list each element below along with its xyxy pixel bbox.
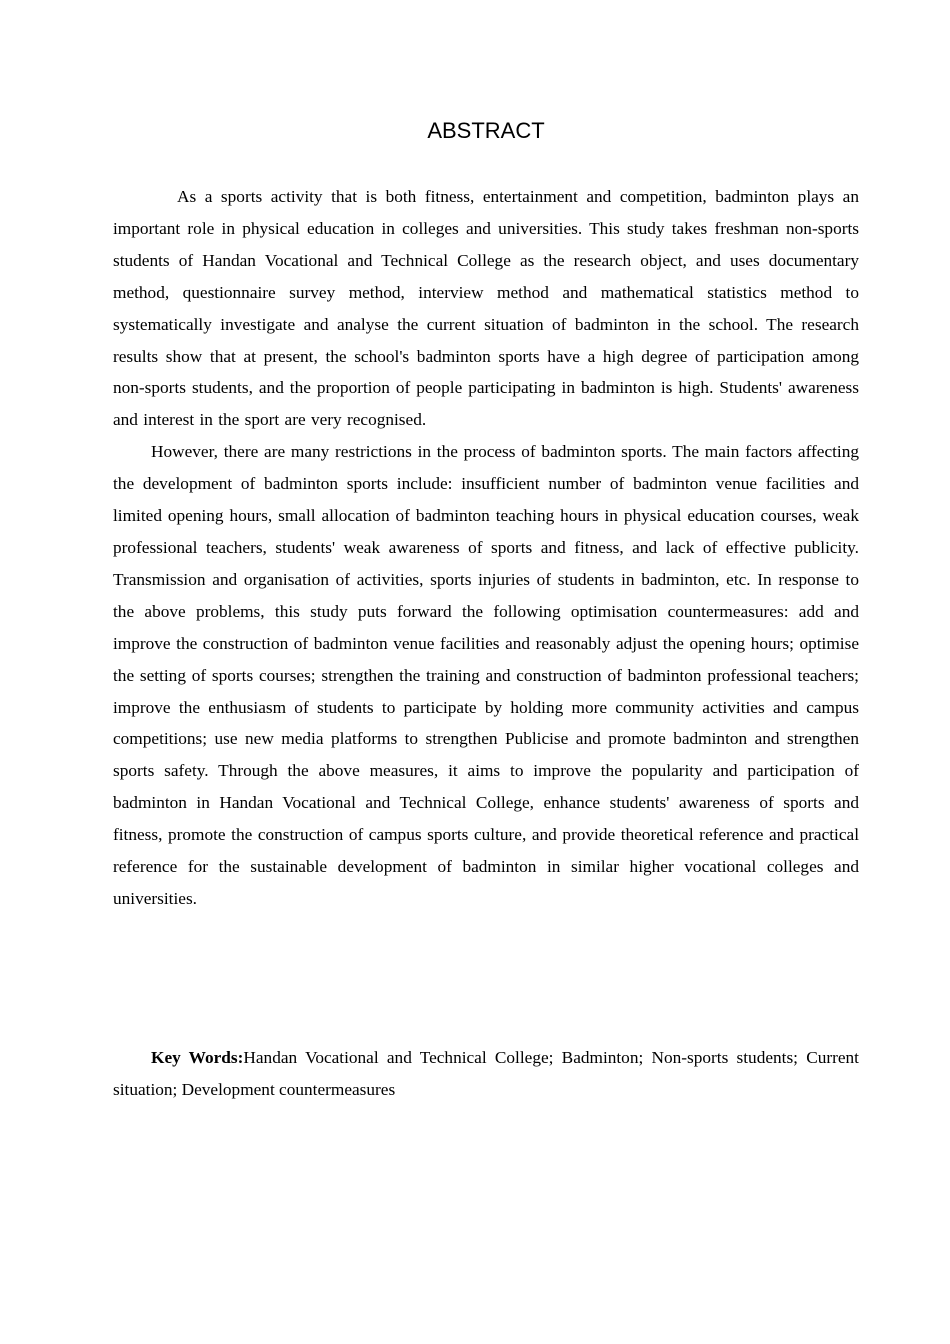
keywords-text: Handan Vocational and Technical College; Badminton; Non-sports students; Current situation; Development countermeasures xyxy=(113,1048,859,1099)
abstract-body xyxy=(113,181,859,915)
abstract-paragraph-2: However, there are many restrictions in the process of badminton sports. The main factors affecting the development of badminton sports include: insufficient number of badminton venue facilities and limited opening hours, small allocation of badminton teaching hours in physical education courses, weak professional teachers, students' weak awareness of sports and fitness, and lack of effective publicity. Transmission and organisation of activities, sports injuries of students in badminton, etc. In response to the above problems, this study puts forward the following optimisation countermeasures: add and improve the construction of badminton venue facilities and reasonably adjust the opening hours; optimise the setting of sports courses; strengthen the training and construction of badminton professional teachers; improve the enthusiasm of students to participate by holding more community activities and campus competitions; use new media platforms to strengthen Publicise and promote badminton and strengthen sports safety. Through the above measures, it aims to improve the popularity and participation of badminton in Handan Vocational and Technical College, enhance students' awareness of sports and fitness, promote the construction of campus sports culture, and provide theoretical reference and practical reference for the sustainable development of badminton in similar higher vocational colleges and universities. xyxy=(113,442,859,908)
abstract-title: ABSTRACT xyxy=(427,118,545,143)
keywords-section xyxy=(113,1042,859,1106)
abstract-paragraph-1: As a sports activity that is both fitness, entertainment and competition, badminton plays an important role in physical education in colleges and universities. This study takes freshman non-sports students of Handan Vocational and Technical College as the research object, and uses documentary method, questionnaire survey method, interview method and mathematical statistics method to systematically investigate and analyse the current situation of badminton in the school. The research results show that at present, the school's badminton sports have a high degree of participation among non-sports students, and the proportion of people participating in badminton is high. Students' awareness and interest in the sport are very recognised. xyxy=(113,187,859,430)
keywords-label: Key Words: xyxy=(151,1048,244,1067)
